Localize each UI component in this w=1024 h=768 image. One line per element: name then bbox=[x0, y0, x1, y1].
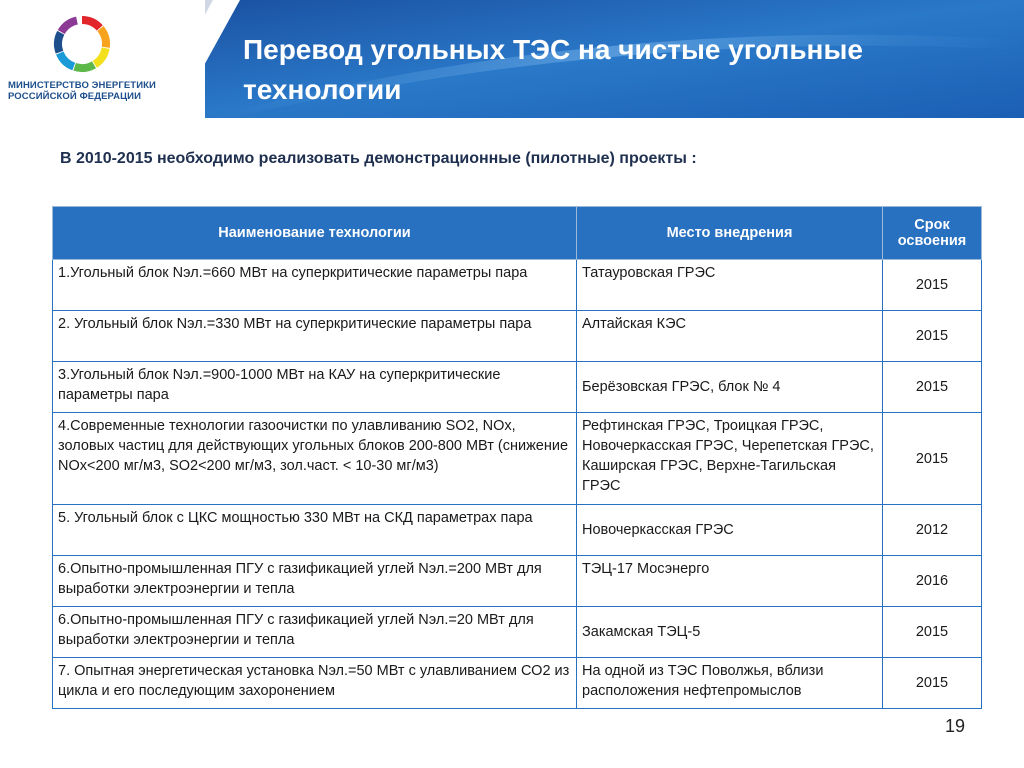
table-row bbox=[53, 556, 982, 607]
location-cell: На одной из ТЭС Поволжья, вблизи расположения нефтепромыслов bbox=[577, 658, 883, 709]
year-cell: 2016 bbox=[883, 556, 982, 607]
location-cell: Берёзовская ГРЭС, блок № 4 bbox=[577, 362, 883, 413]
location-cell: Татауровская ГРЭС bbox=[577, 260, 883, 311]
location-cell: Новочеркасская ГРЭС bbox=[577, 505, 883, 556]
year-cell: 2015 bbox=[883, 607, 982, 658]
column-header-deadline: Срок освоения bbox=[883, 207, 982, 260]
slide-subtitle: В 2010-2015 необходимо реализовать демонстрационные (пилотные) проекты : bbox=[60, 150, 697, 167]
year-cell: 2015 bbox=[883, 413, 982, 505]
technology-cell: 1.Угольный блок Nэл.=660 МВт на суперкритические параметры пара bbox=[53, 260, 577, 311]
table-row bbox=[53, 607, 982, 658]
technology-cell: 2. Угольный блок Nэл.=330 МВт на суперкритические параметры пара bbox=[53, 311, 577, 362]
column-header-location: Место внедрения bbox=[577, 207, 883, 260]
table-row bbox=[53, 260, 982, 311]
technology-cell: 4.Современные технологии газоочистки по улавливанию SO2, NOx, золовых частиц для действующих угольных блоков 200-800 МВт (снижение NOx<200 мг/м3, SO2<200 мг/м3, зол.част. < 10-30 мг/м3) bbox=[53, 413, 577, 505]
table-row bbox=[53, 413, 982, 505]
location-cell: ТЭЦ-17 Мосэнерго bbox=[577, 556, 883, 607]
location-cell: Алтайская КЭС bbox=[577, 311, 883, 362]
year-cell: 2015 bbox=[883, 311, 982, 362]
year-cell: 2012 bbox=[883, 505, 982, 556]
technology-cell: 3.Угольный блок Nэл.=900-1000 МВт на КАУ на суперкритические параметры пара bbox=[53, 362, 577, 413]
slide-title: Перевод угольных ТЭС на чистые угольные технологии bbox=[243, 34, 863, 105]
location-cell: Закамская ТЭЦ-5 bbox=[577, 607, 883, 658]
table-header-row bbox=[53, 207, 982, 260]
projects-table bbox=[52, 206, 982, 709]
table-row bbox=[53, 311, 982, 362]
table-row bbox=[53, 505, 982, 556]
technology-cell: 7. Опытная энергетическая установка Nэл.=50 МВт с улавливанием СО2 из цикла и его последующим захоронением bbox=[53, 658, 577, 709]
technology-cell: 6.Опытно-промышленная ПГУ с газификацией углей Nэл.=200 МВт для выработки электроэнергии и тепла bbox=[53, 556, 577, 607]
ministry-logo-icon bbox=[50, 12, 114, 76]
location-cell: Рефтинская ГРЭС, Троицкая ГРЭС, Новочеркасская ГРЭС, Черепетская ГРЭС, Каширская ГРЭС, Верхне-Тагильская ГРЭС bbox=[577, 413, 883, 505]
year-cell: 2015 bbox=[883, 658, 982, 709]
logo-area bbox=[0, 0, 205, 118]
ministry-name: МИНИСТЕРСТВО ЭНЕРГЕТИКИ РОССИЙСКОЙ ФЕДЕРАЦИИ bbox=[8, 80, 156, 102]
table-row bbox=[53, 362, 982, 413]
table-row bbox=[53, 658, 982, 709]
column-header-technology: Наименование технологии bbox=[53, 207, 577, 260]
slide-header bbox=[0, 0, 1024, 118]
year-cell: 2015 bbox=[883, 362, 982, 413]
year-cell: 2015 bbox=[883, 260, 982, 311]
page-number: 19 bbox=[945, 716, 966, 736]
technology-cell: 6.Опытно-промышленная ПГУ с газификацией углей Nэл.=20 МВт для выработки электроэнергии и тепла bbox=[53, 607, 577, 658]
technology-cell: 5. Угольный блок с ЦКС мощностью 330 МВт на СКД параметрах пара bbox=[53, 505, 577, 556]
